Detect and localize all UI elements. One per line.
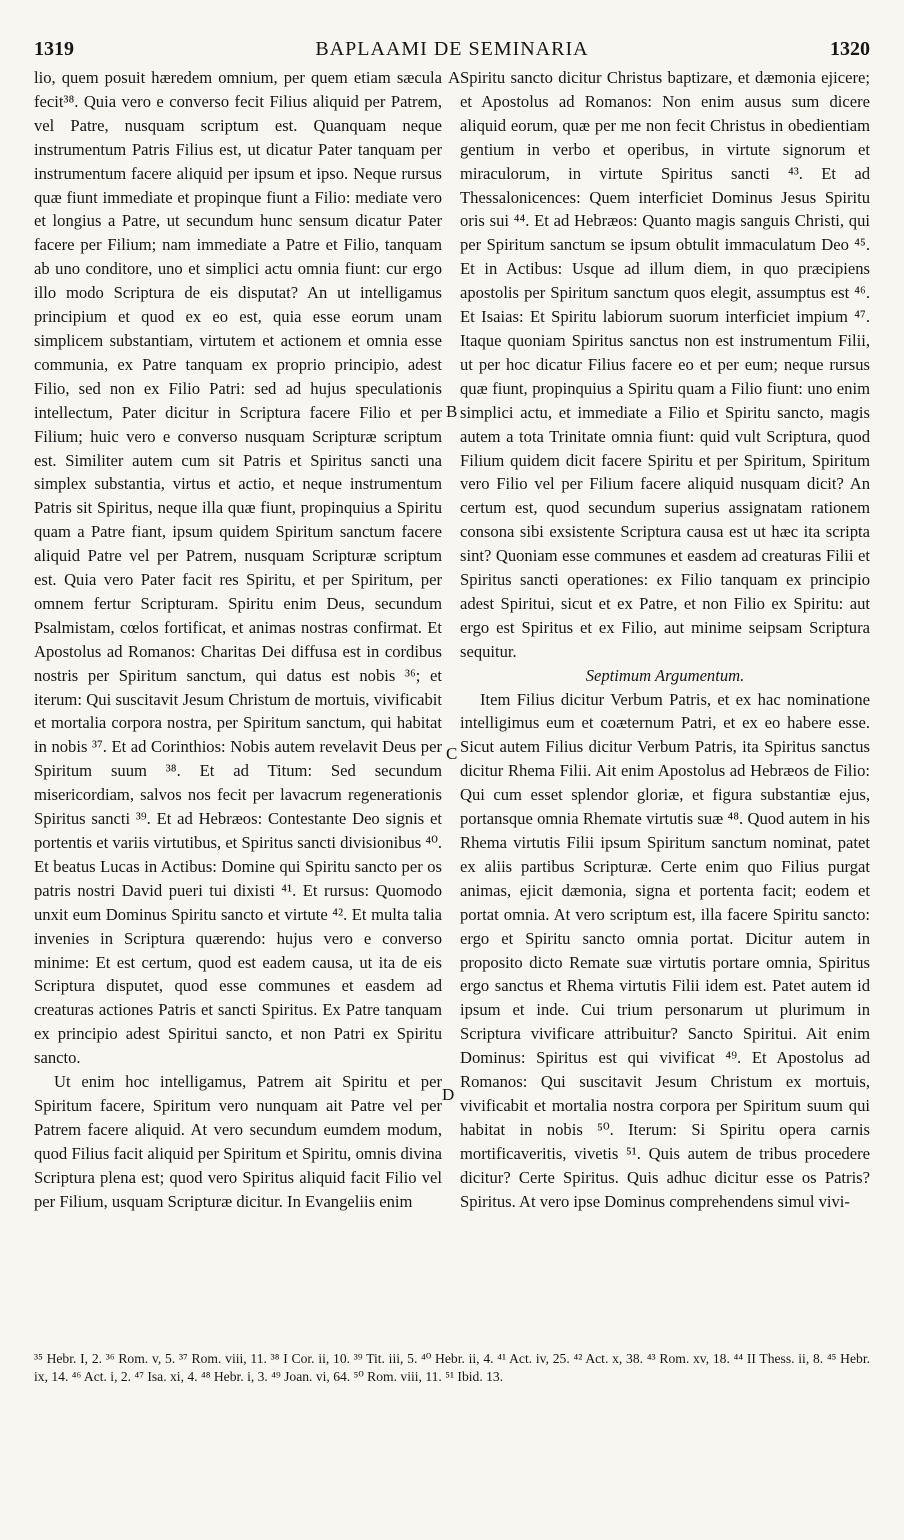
margin-marker-d: D (442, 1085, 455, 1104)
paragraph: Ut enim hoc intelligamus, Patrem ait Spiritu et per Spiritum facere, Spiritum vero nunquam ait Patre vel per Patrem facere aliquid. At vero secundum eumdem modum, quod Filius facit aliquid per Spiritum et Spiritu, omnis divina Scriptura plena est; quod vero Spiritus aliquid facit Filio vel per Filium, usquam Scripturæ dicitur. In Evangeliis enim (34, 1072, 442, 1211)
right-column (460, 66, 870, 1214)
paragraph: Spiritu sancto dicitur Christus baptizare, et dæmonia ejicere; et Apostolus ad Romanos: Non enim ausus sum dicere aliquid eorum, quæ per me non fecit Christus in obedientiam gentium in verbo et operibus, in virtute signorum et miraculorum, in virtute Spiritus sancti ⁴³. Et ad Thessalonicences: Quem interficiet Dominus Jesus Spiritu oris sui ⁴⁴. Et ad Hebræos: Quanto magis sanguis Christi, qui per Spiritum sanctum se ipsum obtulit immaculatum Deo ⁴⁵. Et in Actibus: Usque ad illum diem, in quo præcipiens apostolis per Spiritum sanctum quos elegit, assumptus est ⁴⁶. Et Isaias: Et Spiritu labiorum suorum interficiet impium ⁴⁷. Itaque quoniam Spiritus sanctus non est instrumentum Filii, ut per hoc dicatur Filius facere eo et per eum; neque rursus quæ fiunt, propinquius a Spiritu quam a Filio fiunt: uno enim simplici actu, et immediate a Filio et Spiritu sancto, magis autem a tota Trinitate omnia fiunt: quid vult Scriptura, quod Filium quidem dicit facere Spiritu et per Spiritum, Spiritum vero Filio vel per Filium facere aliquid nusquam dicit? An certum est, quod secundum superius assignatam rationem consona sibi exsistente Scriptura causa est ut hæc ita scripta sint? Quoniam esse communes et easdem ad creaturas Filii et Spiritus sancti operationes: ex Filio tanquam ex principio adest Spiritui, sicut et ex Patre, et non Filio ex Spiritu: aut ergo est Spiritus et ex Filio, aut minime seipsam Scriptura sequitur. (460, 68, 870, 661)
margin-marker-b: B (446, 402, 458, 421)
page-header (34, 38, 870, 66)
page-number-right: 1320 (830, 38, 870, 60)
footnotes: ³⁵ Hebr. I, 2. ³⁶ Rom. v, 5. ³⁷ Rom. viii, 11. ³⁸ I Cor. ii, 10. ³⁹ Tit. iii, 5. ⁴⁰ Hebr. ii, 4. ⁴¹ Act. iv, 25. ⁴² Act. x, 38. ⁴³ Rom. xv, 18. ⁴⁴ II Thess. ii, 8. ⁴⁵ Hebr. ix, 14. ⁴⁶ Act. i, 2. ⁴⁷ Isa. xi, 4. ⁴⁸ Hebr. i, 3. ⁴⁹ Joan. vi, 64. ⁵⁰ Rom. viii, 11. ⁵¹ Ibid. 13. (34, 1351, 870, 1384)
running-title: BAPLAAMI DE SEMINARIA (315, 38, 589, 60)
left-column (34, 66, 442, 1214)
section-heading: Septimum Argumentum. (585, 665, 745, 685)
paragraph: lio, quem posuit hæredem omnium, per quem etiam sæcula fecit³⁸. Quia vero e converso fecit Filius aliquid per Patrem, vel Patre, nusquam scriptum est. Quanquam neque instrumentum Patris Filius est, ut dicatur Pater tanquam per instrumentum facere aliquid per ipsum et ipso. Neque rursus quæ fiunt immediate et propinque fiunt a Filio: mediate vero et longius a Patre, ut secundum hunc sensum dicatur Pater facere per Filium; nam immediate a Patre et Filio, tanquam ab uno conditore, uno et simplici actu omnia fiunt: cur ergo illo modo Scriptura de eis disputat? An ut intelligamus principium et quod ex eo est, quia esse eorum unam simplicem substantiam, virtutem et actionem et omnia esse communia, ex Patre tanquam ex proprio principio, adest Filio, sed non ex Filio Patri: sed ad hujus speculationis intellectum, Pater dicitur in Scriptura facere Filio et per Filium; huic vero e converso nusquam Scripturæ scriptum est. Similiter autem cum sit Patris et Spiritus sancti una simplex substantia, virtus et actio, et neque instrumentum Patris sit Spiritus, neque illa quæ fiunt, propinquius a Spiritu quam a Patre fiant, ipsum quidem Spiritum sanctum facere aliquid Patre vel per Patrem, nusquam Scripturæ scriptum est. Quia vero Pater facit res Spiritu, et per Spiritum, per omnem fertur Scripturam. Spiritu enim Deus, secundum Psalmistam, cœlos fortificat, et animas nostras confirmat. Et Apostolus ad Romanos: Charitas Dei diffusa est in cordibus nostris per Spiritum sanctum, qui datus est nobis ³⁶; et iterum: Qui suscitavit Jesum Christum de mortuis, vivificabit et mortalia corpora nostra, per Spiritum sanctum, qui habitat in nobis ³⁷. Et ad Corinthios: Nobis autem revelavit Deus per Spiritum suum ³⁸. Et ad Titum: Sed secundum misericordiam, salvos nos fecit per lavacrum regenerationis Spiritus sancti ³⁹. Et ad Hebræos: Contestante Deo signis et portentis et variis virtutibus, et Spiritus sancti divisionibus ⁴⁰. Et beatus Lucas in Actibus: Domine qui Spiritu sancto per os patris nostri David pueri tui dixisti ⁴¹. Et rursus: Quomodo unxit eum Dominus Spiritu sancto et virtute ⁴². Et multa talia invenies in Scriptura quærendo: hujus vero e converso minime: Et est certum, quod est eadem causa, ut ita de eis Scriptura disputet, quod esse communes et easdem ad creaturas actiones Patris et sancti Spiritus. Ex Patre tanquam ex principio adest Spiritui sancto, et non Patri ex Spiritu sancto. (34, 68, 442, 1068)
page-number-left: 1319 (34, 38, 74, 60)
margin-marker-c: C (446, 744, 458, 763)
margin-marker-a: A (448, 68, 461, 87)
paragraph: Item Filius dicitur Verbum Patris, et ex hac nominatione intelligimus eum et coæternum Patri, et ex eo habere esse. Sicut autem Filius dicitur Verbum Patris, ita Spiritus sanctus dicitur Rhema Filii. Ait enim Apostolus ad Hebræos de Filio: Qui cum esset splendor gloriæ, et figura substantiæ ejus, portansque omnia Rhemate virtutis suæ ⁴⁸. Quod autem in his Rhema virtutis Filii ipsum Spiritum sanctum nominat, patet ex aliis partibus Scripturæ. Certe enim quo Filius purgat animas, ejicit dæmonia, signa et portenta facit; eodem et portat omnia. At vero scriptum est, illa facere Spiritu sancto: ergo et Spiritu sancto omnia portat. Dicitur autem in proposito dicto Remate suæ virtutis portare omnia, Spiritus ergo sanctus et Rhema virtutis Filii idem est. Patet autem id ipsum et inde. Cui trium personarum ut plurimum in Scriptura vivificare attribuitur? Sancto Spiritui. Ait enim Dominus: Spiritus est qui vivificat ⁴⁹. Et Apostolus ad Romanos: Qui suscitavit Jesum Christum ex mortuis, vivificabit et mortalia nostra corpora per Spiritum suum qui habitat in nobis ⁵⁰. Iterum: Si Spiritu opera carnis mortificaveritis, vivetis ⁵¹. Quis autem de tribus procedere dicitur? Certe Spiritus. Quis adhuc dicitur esse os Patris? Spiritus. At vero ipse Dominus comprehendens simul vivi- (460, 689, 870, 1211)
